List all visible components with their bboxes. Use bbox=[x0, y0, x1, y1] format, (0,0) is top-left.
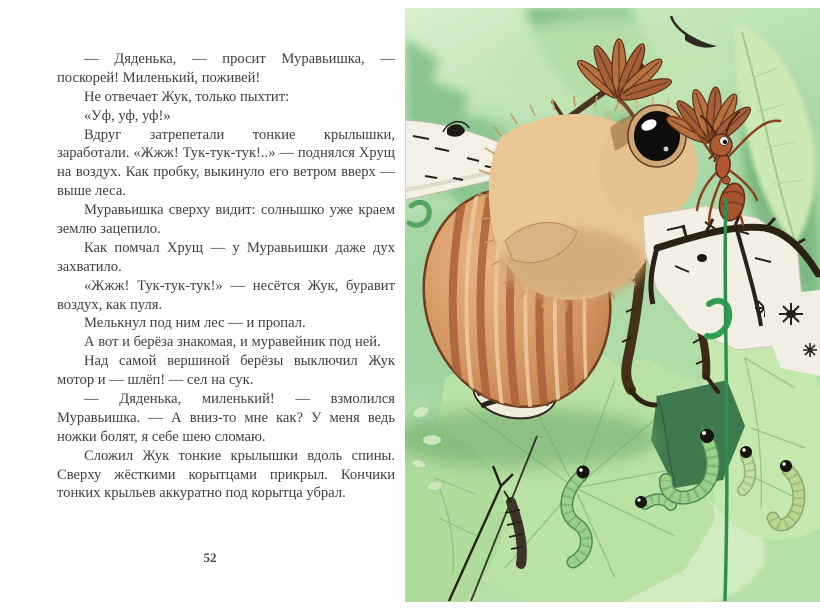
beetle-eye bbox=[628, 105, 686, 167]
paragraph: А вот и берёза знакомая, и муравейник под ней. bbox=[84, 334, 381, 351]
page-number: 52 bbox=[203, 550, 217, 565]
paragraph: — Дяденька, — просит Муравьишка, — поскорей! Миленький, поживей! bbox=[57, 51, 395, 86]
paragraph: Вдруг затрепетали тонкие крылышки, заработали. «Жжж! Тук-тук-тук!..» — поднялся Хрущ на воздух. Как пробку, выкинуло его ветром вверх — выше леса. bbox=[57, 126, 395, 200]
paragraph: «Уф, уф, уф!» bbox=[84, 107, 171, 124]
story-text bbox=[57, 50, 395, 503]
paragraph: Муравьишка сверху видит: солнышко уже краем землю зацепило. bbox=[57, 202, 395, 238]
paragraph: Не отвечает Жук, только пыхтит: bbox=[84, 88, 290, 105]
green-stem bbox=[725, 198, 727, 601]
paragraph: Как помчал Хрущ — у Муравьишки даже дух захватило. bbox=[57, 239, 395, 275]
paragraph: — Дяденька, миленький! — взмолился Муравьишка. — А вниз-то мне как? У меня ведь ножки болят, я себе шею сломаю. bbox=[57, 391, 395, 445]
paragraph: Сложил Жук тонкие крылышки вдоль спины. Сверху жёсткими корытцами прикрыл. Кончики тонких крыльев аккуратно под корытца убрал. bbox=[57, 447, 395, 502]
paragraph: Мелькнул под ним лес — и пропал. bbox=[84, 315, 306, 332]
paragraph: «Жжж! Тук-тук-тук!» — несётся Жук, буравит воздух, как пуля. bbox=[57, 277, 395, 313]
paragraph: Над самой вершиной берёзы выключил Жук мотор и — шлёп! — сел на сук. bbox=[57, 353, 395, 389]
book-illustration bbox=[405, 8, 820, 602]
